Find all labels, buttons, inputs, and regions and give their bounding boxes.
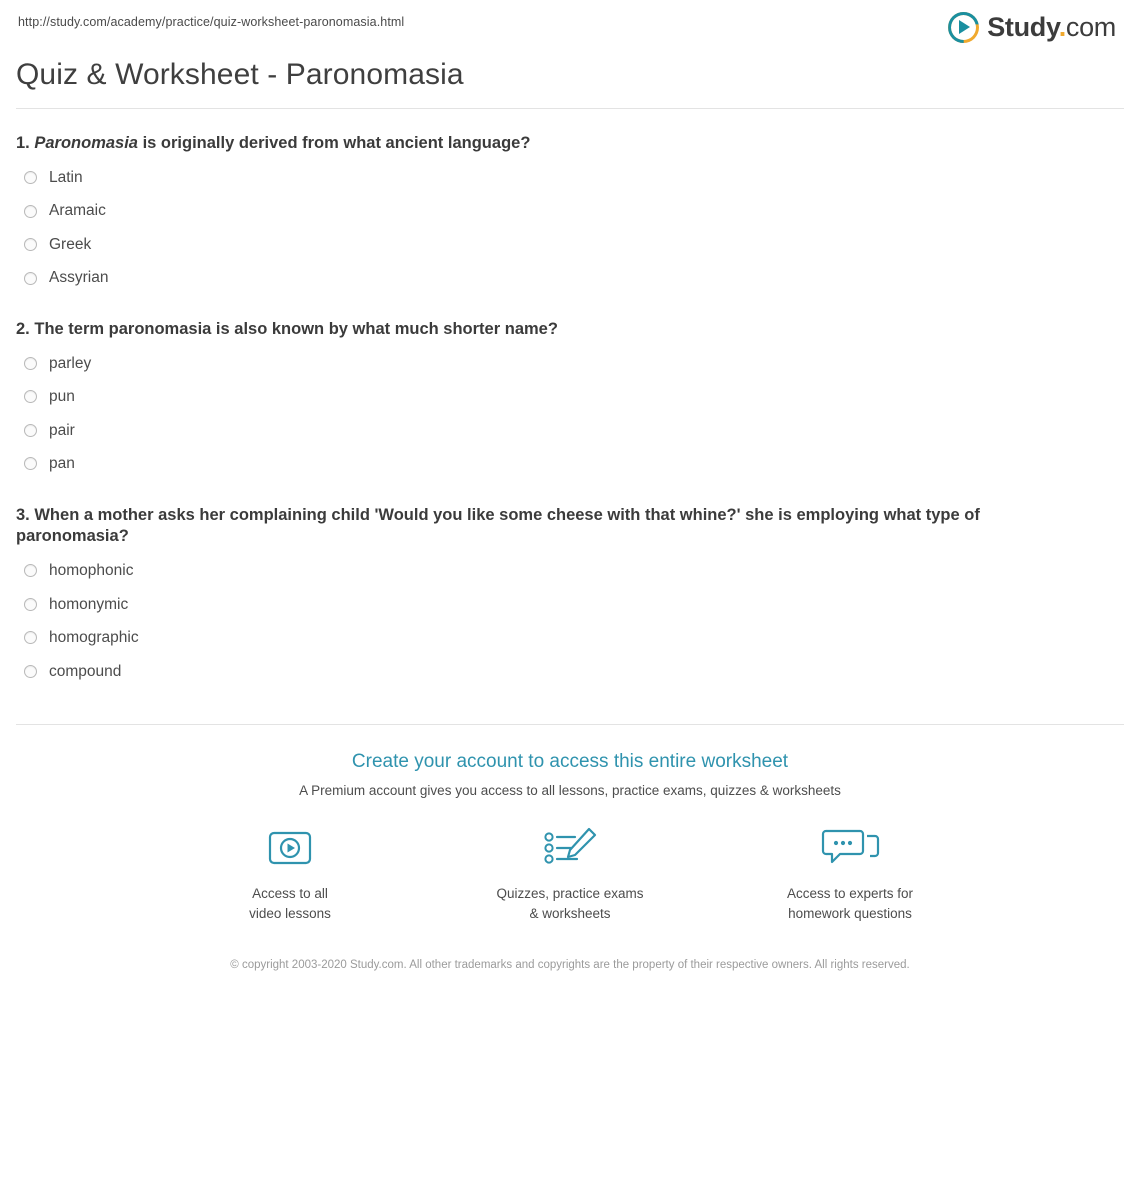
answer-option[interactable] (16, 554, 1124, 588)
answer-label: homographic (49, 629, 139, 647)
title-section (0, 44, 1140, 92)
radio-icon[interactable] (24, 272, 37, 285)
answer-label: parley (49, 354, 92, 372)
radio-icon[interactable] (24, 424, 37, 437)
feature-line-1: Access to all (252, 886, 328, 902)
feature-quizzes-label (496, 884, 643, 923)
copyright-text: © copyright 2003-2020 Study.com. All other trademarks and copyrights are the property of their respective owners. All rights reserved. (230, 959, 910, 972)
feature-line-1: Access to experts for (786, 886, 914, 902)
feature-quizzes (485, 824, 655, 923)
feature-experts-label (787, 884, 913, 923)
brand-wordmark: Study.com (987, 12, 1116, 42)
feature-video-lessons (205, 824, 375, 923)
answer-option[interactable] (16, 261, 1124, 295)
promo-title[interactable]: Create your account to access this entire worksheet (351, 751, 789, 773)
quiz-checklist-pencil-icon (541, 824, 599, 872)
answer-label: compound (49, 662, 122, 680)
question-3-text (16, 505, 1091, 549)
radio-icon[interactable] (24, 457, 37, 470)
question-3-answers (16, 554, 1124, 688)
answer-label: Greek (49, 235, 92, 253)
question-1-text (16, 133, 1091, 155)
page-header (0, 0, 1140, 44)
feature-experts (765, 824, 935, 923)
answer-option[interactable] (16, 194, 1124, 228)
radio-icon[interactable] (24, 631, 37, 644)
answer-label: Latin (49, 168, 83, 186)
video-player-icon (265, 824, 315, 872)
answer-label: pan (49, 455, 75, 473)
answer-label: Assyrian (49, 269, 109, 287)
answer-label: Aramaic (49, 202, 106, 220)
answer-option[interactable] (16, 447, 1124, 481)
radio-icon[interactable] (24, 390, 37, 403)
promo-section (0, 725, 1140, 974)
question-2-lead: The term (34, 319, 109, 338)
question-2-number: 2. (16, 319, 30, 338)
promo-features (0, 824, 1140, 923)
question-1-answers (16, 161, 1124, 295)
answer-label: pair (49, 421, 75, 439)
answer-label: homophonic (49, 562, 134, 580)
question-1-body: is originally derived from what ancient language? (137, 134, 531, 152)
question-3-number: 3. (16, 505, 30, 524)
radio-icon[interactable] (24, 564, 37, 577)
question-1 (16, 109, 1124, 295)
play-circle-icon (948, 12, 979, 43)
feature-line-2: & worksheets (529, 905, 611, 921)
radio-icon[interactable] (24, 357, 37, 370)
radio-icon[interactable] (24, 665, 37, 678)
answer-option[interactable] (16, 621, 1124, 655)
answer-option[interactable] (16, 588, 1124, 622)
page-title: Quiz & Worksheet - Paronomasia (16, 58, 464, 91)
feature-line-2: video lessons (249, 905, 331, 921)
radio-icon[interactable] (24, 238, 37, 251)
question-2-bold-term: paronomasia (108, 319, 212, 338)
answer-label: pun (49, 388, 75, 406)
feature-video-lessons-label (249, 884, 331, 923)
study-com-logo[interactable] (948, 12, 1122, 43)
answer-label: homonymic (49, 595, 129, 613)
answer-option[interactable] (16, 414, 1124, 448)
feature-line-2: homework questions (788, 905, 912, 921)
answer-option[interactable] (16, 347, 1124, 381)
quiz-content (0, 109, 1140, 688)
question-2 (16, 295, 1124, 481)
answer-option[interactable] (16, 228, 1124, 262)
radio-icon[interactable] (24, 171, 37, 184)
chat-bubbles-icon (820, 824, 880, 872)
question-3-body: When a mother asks her complaining child 'Would you like some cheese with that whine?' she is employing what type of paronomasia? (16, 505, 980, 546)
promo-subtitle: A Premium account gives you access to all lessons, practice exams, quizzes & worksheets (299, 783, 841, 799)
question-2-text (16, 319, 1091, 341)
answer-option[interactable] (16, 655, 1124, 689)
answer-option[interactable] (16, 161, 1124, 195)
question-2-body: is also known by what much shorter name? (211, 319, 558, 338)
radio-icon[interactable] (24, 205, 37, 218)
feature-line-1: Quizzes, practice exams (496, 886, 644, 902)
question-2-answers (16, 347, 1124, 481)
question-1-italic-term: Paronomasia (34, 134, 138, 152)
radio-icon[interactable] (24, 598, 37, 611)
answer-option[interactable] (16, 380, 1124, 414)
question-1-number: 1. (16, 134, 30, 152)
question-3 (16, 481, 1124, 689)
page-url: http://study.com/academy/practice/quiz-worksheet-paronomasia.html (18, 15, 405, 29)
